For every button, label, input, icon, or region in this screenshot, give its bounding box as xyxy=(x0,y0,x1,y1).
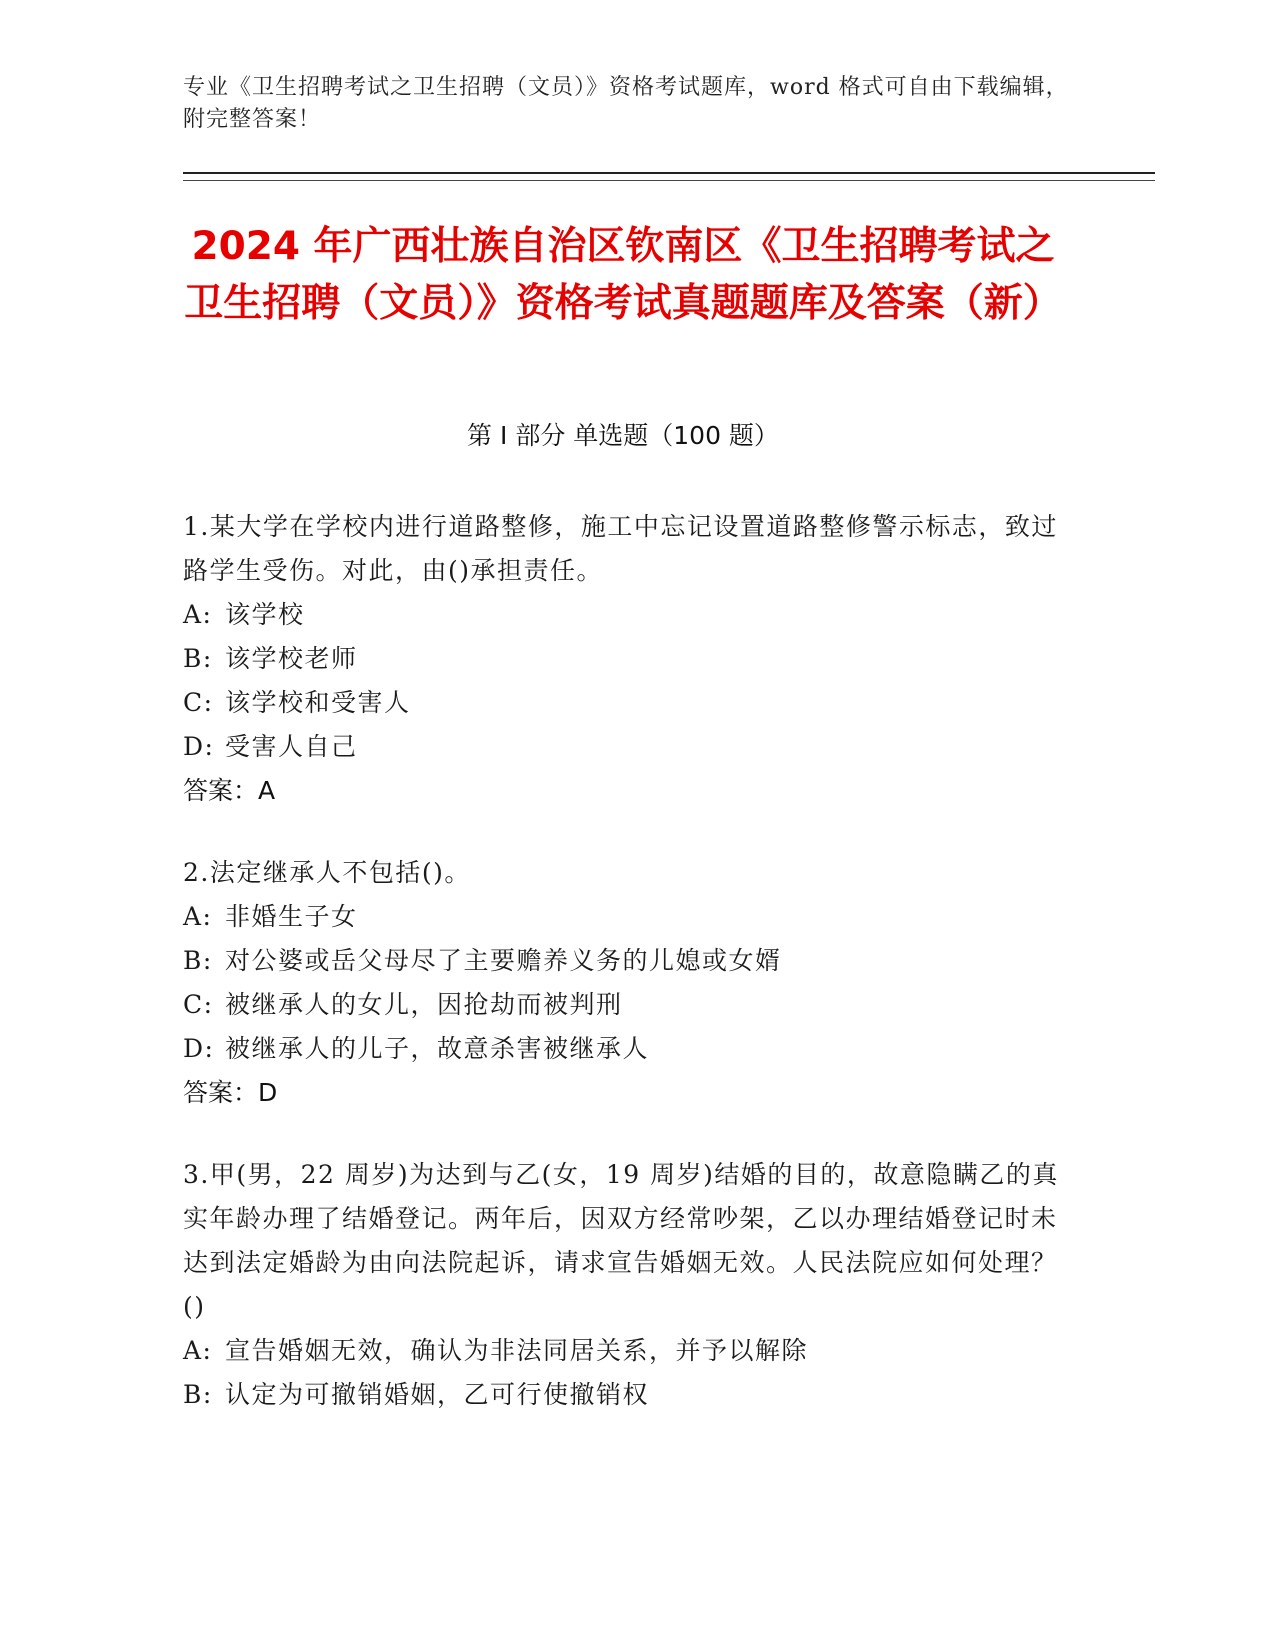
option-key: D: xyxy=(183,1034,215,1063)
question-3 xyxy=(183,1153,1063,1417)
question-1 xyxy=(183,505,1063,813)
header-note: 专业《卫生招聘考试之卫生招聘（文员）》资格考试题库，word 格式可自由下载编辑，附完整答案！ xyxy=(183,75,1069,132)
header-divider-thin xyxy=(183,180,1155,181)
option-text: 该学校老师 xyxy=(225,644,358,673)
option-key: D: xyxy=(183,732,215,761)
option-b xyxy=(183,1373,1063,1417)
answer-line: 答案：D xyxy=(183,1078,278,1107)
option-text: 受害人自己 xyxy=(225,732,358,761)
option-b xyxy=(183,637,1063,681)
option-a xyxy=(183,593,1063,637)
header-divider-thick xyxy=(183,172,1155,174)
document-title: 2024 年广西壮族自治区钦南区《卫生招聘考试之卫生招聘（文员）》资格考试真题题库及答案（新） xyxy=(184,224,1062,326)
option-text: 该学校 xyxy=(225,600,305,629)
option-text: 宣告婚姻无效，确认为非法同居关系，并予以解除 xyxy=(225,1336,809,1365)
option-a xyxy=(183,895,1063,939)
option-c xyxy=(183,681,1063,725)
question-stem: 3.甲(男，22 周岁)为达到与乙(女，19 周岁)结婚的目的，故意隐瞒乙的真实年龄办理了结婚登记。两年后，因双方经常吵架，乙以办理结婚登记时未达到法定婚龄为由向法院起诉，请求宣告婚姻无效。人民法院应如何处理？() xyxy=(183,1160,1059,1321)
option-b xyxy=(183,939,1063,983)
option-key: A: xyxy=(183,902,213,931)
option-text: 被继承人的女儿，因抢劫而被判刑 xyxy=(225,990,623,1019)
option-text: 认定为可撤销婚姻，乙可行使撤销权 xyxy=(225,1380,650,1409)
option-key: A: xyxy=(183,600,213,629)
option-key: B: xyxy=(183,946,213,975)
option-text: 对公婆或岳父母尽了主要赡养义务的儿媳或女婿 xyxy=(225,946,782,975)
option-key: C: xyxy=(183,688,214,717)
option-text: 被继承人的儿子，故意杀害被继承人 xyxy=(225,1034,650,1063)
option-key: B: xyxy=(183,644,213,673)
option-text: 非婚生子女 xyxy=(225,902,358,931)
option-d xyxy=(183,725,1063,769)
option-text: 该学校和受害人 xyxy=(225,688,411,717)
question-2 xyxy=(183,851,1063,1115)
option-d xyxy=(183,1027,1063,1071)
option-c xyxy=(183,983,1063,1027)
option-a xyxy=(183,1329,1063,1373)
option-key: A: xyxy=(183,1336,213,1365)
question-stem: 2.法定继承人不包括()。 xyxy=(183,858,471,887)
question-stem: 1.某大学在学校内进行道路整修，施工中忘记设置道路整修警示标志，致过路学生受伤。对此，由()承担责任。 xyxy=(183,512,1058,585)
answer-line: 答案：A xyxy=(183,776,276,805)
option-key: C: xyxy=(183,990,214,1019)
question-list xyxy=(183,505,1063,1455)
option-key: B: xyxy=(183,1380,213,1409)
section-title: 第 I 部分 单选题（100 题） xyxy=(467,421,779,450)
